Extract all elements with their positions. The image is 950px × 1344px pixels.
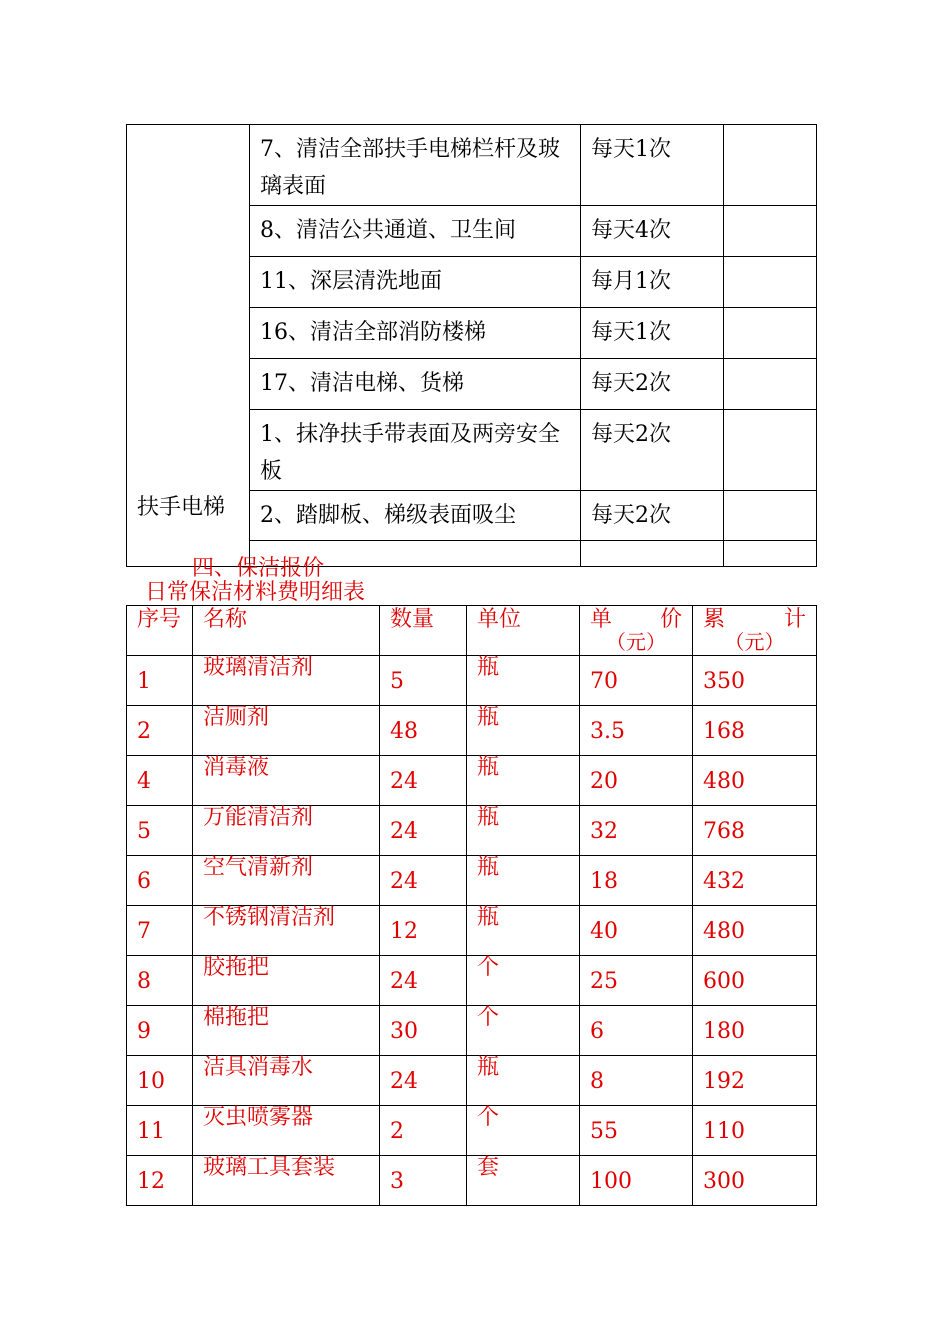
table-row [127,856,817,906]
cell-total: 110 [693,1106,817,1156]
frequency-cell: 每天2次 [581,410,724,491]
cell-name: 空气清新剂 [193,856,380,906]
cell-total: 768 [693,806,817,856]
cell-unit: 瓶 [467,756,580,806]
header-name: 名称 [193,606,380,656]
cell-unit: 瓶 [467,1056,580,1106]
task-cell: 2、踏脚板、梯级表面吸尘 [250,491,581,541]
cell-price: 70 [580,656,693,706]
table-row [127,756,817,806]
table-row [127,656,817,706]
cell-price: 25 [580,956,693,1006]
remark-cell [724,541,817,567]
frequency-cell: 每月1次 [581,257,724,308]
cell-price: 55 [580,1106,693,1156]
remark-cell [724,359,817,410]
cell-total: 192 [693,1056,817,1106]
remark-cell [724,491,817,541]
section-title: 四、保洁报价 [192,556,325,581]
cell-unit: 瓶 [467,706,580,756]
remark-cell [724,308,817,359]
cell-qty: 24 [380,856,467,906]
cell-qty: 5 [380,656,467,706]
header-price: 单 价 （元） [580,606,693,656]
cell-qty: 48 [380,706,467,756]
category-cell-escalator: 扶手电梯 [127,125,250,567]
cell-unit: 瓶 [467,806,580,856]
cell-unit: 瓶 [467,656,580,706]
cell-name: 胶拖把 [193,956,380,1006]
cell-name: 棉拖把 [193,1006,380,1056]
frequency-cell: 每天1次 [581,125,724,206]
cell-unit: 瓶 [467,906,580,956]
remark-cell [724,410,817,491]
table-row [127,956,817,1006]
cell-no: 6 [127,856,193,906]
table-title: 日常保洁材料费明细表 [145,580,366,605]
cell-total: 350 [693,656,817,706]
task-cell: 11、深层清洗地面 [250,257,581,308]
cell-name: 不锈钢清洁剂 [193,906,380,956]
materials-cost-table [126,605,817,1206]
frequency-cell: 每天2次 [581,359,724,410]
header-unit: 单位 [467,606,580,656]
cell-unit: 个 [467,1106,580,1156]
header-no: 序号 [127,606,193,656]
cell-total: 480 [693,906,817,956]
cell-total: 168 [693,706,817,756]
table-row [127,1106,817,1156]
cell-price: 8 [580,1056,693,1106]
cell-name: 洁厕剂 [193,706,380,756]
table-header-row [127,606,817,656]
remark-cell [724,125,817,206]
cell-qty: 3 [380,1156,467,1206]
task-cell: 16、清洁全部消防楼梯 [250,308,581,359]
remark-cell [724,257,817,308]
cell-qty: 24 [380,1056,467,1106]
cell-no: 9 [127,1006,193,1056]
cell-name: 洁具消毒水 [193,1056,380,1106]
cell-unit: 瓶 [467,856,580,906]
table-row [127,1056,817,1106]
frequency-cell: 每天1次 [581,308,724,359]
cell-no: 8 [127,956,193,1006]
cell-unit: 个 [467,1006,580,1056]
frequency-cell [581,541,724,567]
cleaning-schedule-table [126,124,817,567]
cell-name: 玻璃工具套装 [193,1156,380,1206]
table-row [127,906,817,956]
cell-qty: 2 [380,1106,467,1156]
cell-price: 6 [580,1006,693,1056]
task-cell: 1、抹净扶手带表面及两旁安全板 [250,410,581,491]
cell-qty: 24 [380,956,467,1006]
cell-total: 300 [693,1156,817,1206]
cell-price: 18 [580,856,693,906]
remark-cell [724,206,817,257]
cell-no: 5 [127,806,193,856]
cell-no: 10 [127,1056,193,1106]
cell-no: 1 [127,656,193,706]
cell-total: 600 [693,956,817,1006]
table-row [127,125,817,206]
cell-qty: 24 [380,806,467,856]
task-cell: 8、清洁公共通道、卫生间 [250,206,581,257]
cell-name: 万能清洁剂 [193,806,380,856]
cell-total: 180 [693,1006,817,1056]
cell-no: 7 [127,906,193,956]
table-row [127,1156,817,1206]
cell-price: 3.5 [580,706,693,756]
cell-total: 480 [693,756,817,806]
cell-name: 消毒液 [193,756,380,806]
cell-qty: 12 [380,906,467,956]
frequency-cell: 每天4次 [581,206,724,257]
cell-price: 32 [580,806,693,856]
cell-qty: 30 [380,1006,467,1056]
cell-price: 20 [580,756,693,806]
materials-table-body [127,656,817,1206]
cell-total: 432 [693,856,817,906]
cell-qty: 24 [380,756,467,806]
cell-no: 2 [127,706,193,756]
cell-no: 11 [127,1106,193,1156]
cell-no: 12 [127,1156,193,1206]
task-cell: 7、清洁全部扶手电梯栏杆及玻璃表面 [250,125,581,206]
header-qty: 数量 [380,606,467,656]
cell-name: 玻璃清洁剂 [193,656,380,706]
cell-no: 4 [127,756,193,806]
header-total: 累 计 （元） [693,606,817,656]
cell-price: 40 [580,906,693,956]
cell-unit: 个 [467,956,580,1006]
cell-price: 100 [580,1156,693,1206]
table-row [127,1006,817,1056]
table-row [127,806,817,856]
table-row [127,706,817,756]
frequency-cell: 每天2次 [581,491,724,541]
cell-name: 灭虫喷雾器 [193,1106,380,1156]
task-cell: 17、清洁电梯、货梯 [250,359,581,410]
cell-unit: 套 [467,1156,580,1206]
